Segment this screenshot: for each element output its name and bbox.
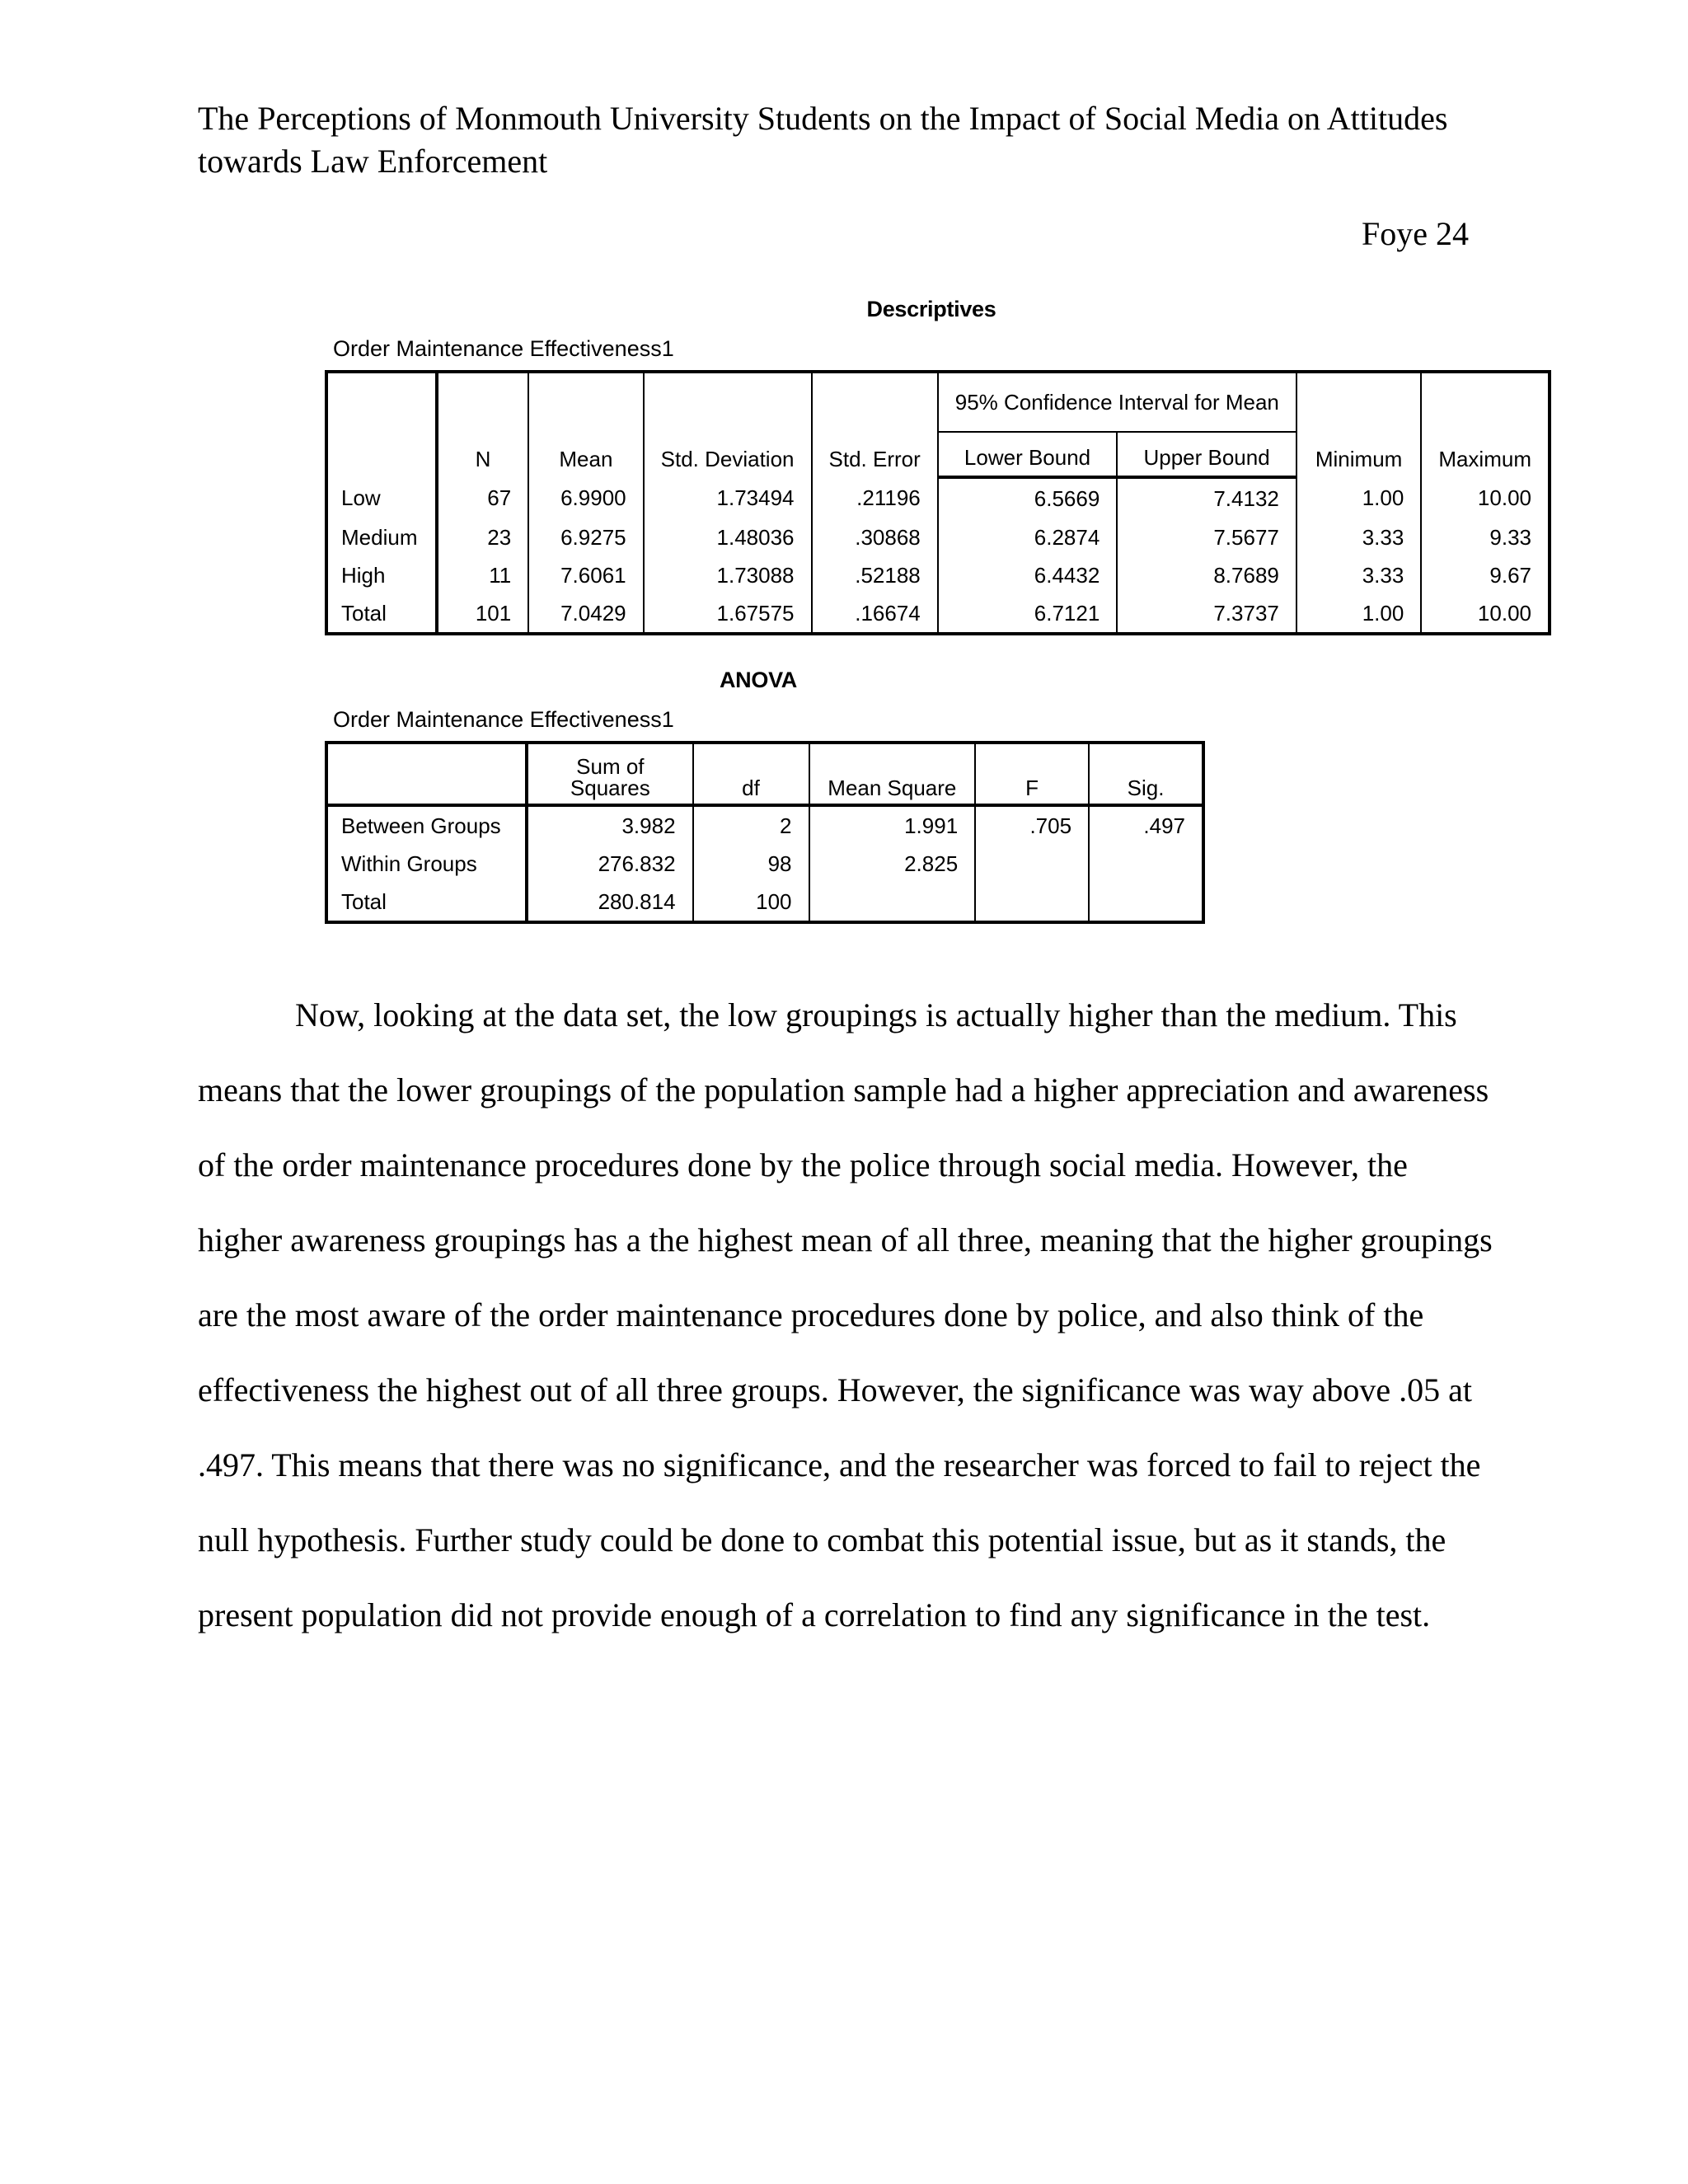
cell-upper-bound: 7.5677 [1117,518,1296,556]
anova-variable-label: Order Maintenance Effectiveness1 [333,707,674,732]
cell-std-deviation: 1.67575 [644,594,812,634]
cell-sig [1089,883,1203,922]
cell-mean: 7.0429 [528,594,643,634]
col-header-confidence-interval: 95% Confidence Interval for Mean [938,372,1296,432]
table-row [326,883,1203,922]
col-header-upper-bound: Upper Bound [1117,432,1296,477]
cell-minimum: 3.33 [1296,518,1421,556]
table-row [326,518,1550,556]
row-label: Between Groups [326,805,527,845]
row-label: Medium [326,518,437,556]
cell-upper-bound: 7.4132 [1117,477,1296,518]
descriptives-variable-label: Order Maintenance Effectiveness1 [333,336,674,361]
col-header-mean-square: Mean Square [809,743,976,805]
cell-lower-bound: 6.7121 [938,594,1118,634]
descriptives-header-row-1 [326,372,1550,432]
anova-title: ANOVA [719,668,797,692]
col-header-minimum: Minimum [1296,372,1421,477]
running-head-title: The Perceptions of Monmouth University Students on the Impact of Social Media on Attitudes towards Law Enforcement [198,100,1448,180]
cell-n: 11 [437,556,528,594]
table-row [326,805,1203,845]
cell-f: .705 [975,805,1089,845]
cell-maximum: 9.67 [1421,556,1550,594]
descriptives-title: Descriptives [866,297,996,321]
cell-f [975,883,1089,922]
cell-sum-of-squares: 3.982 [527,805,692,845]
row-label: High [326,556,437,594]
row-label: Total [326,883,527,922]
cell-mean-square: 2.825 [809,845,976,883]
anova-table [325,741,1205,924]
row-label: Low [326,477,437,518]
anova-header-row [326,743,1203,805]
cell-sig: .497 [1089,805,1203,845]
cell-df: 100 [693,883,809,922]
table-row [326,556,1550,594]
cell-lower-bound: 6.2874 [938,518,1118,556]
header-empty-cell [326,743,527,805]
col-header-maximum: Maximum [1421,372,1550,477]
header-empty-cell [326,372,437,477]
cell-f [975,845,1089,883]
col-header-sum-of-squares: Sum of Squares [527,743,692,805]
col-header-n: N [437,372,528,477]
cell-mean: 7.6061 [528,556,643,594]
col-header-df: df [693,743,809,805]
col-header-mean: Mean [528,372,643,477]
cell-sum-of-squares: 276.832 [527,845,692,883]
cell-mean: 6.9900 [528,477,643,518]
cell-std-deviation: 1.73494 [644,477,812,518]
table-row [326,594,1550,634]
cell-df: 98 [693,845,809,883]
row-label: Total [326,594,437,634]
cell-n: 23 [437,518,528,556]
col-header-lower-bound: Lower Bound [938,432,1118,477]
cell-upper-bound: 8.7689 [1117,556,1296,594]
cell-sig [1089,845,1203,883]
descriptives-table [325,370,1551,635]
cell-n: 67 [437,477,528,518]
cell-maximum: 9.33 [1421,518,1550,556]
cell-std-deviation: 1.48036 [644,518,812,556]
cell-mean-square [809,883,976,922]
cell-upper-bound: 7.3737 [1117,594,1296,634]
cell-std-error: .30868 [812,518,938,556]
col-header-f: F [975,743,1089,805]
cell-maximum: 10.00 [1421,594,1550,634]
col-header-std-deviation: Std. Deviation [644,372,812,477]
cell-std-error: .16674 [812,594,938,634]
cell-df: 2 [693,805,809,845]
cell-sum-of-squares: 280.814 [527,883,692,922]
table-row [326,845,1203,883]
cell-maximum: 10.00 [1421,477,1550,518]
cell-minimum: 3.33 [1296,556,1421,594]
cell-minimum: 1.00 [1296,477,1421,518]
cell-lower-bound: 6.5669 [938,477,1118,518]
cell-n: 101 [437,594,528,634]
cell-std-deviation: 1.73088 [644,556,812,594]
cell-minimum: 1.00 [1296,594,1421,634]
col-header-std-error: Std. Error [812,372,938,477]
cell-std-error: .21196 [812,477,938,518]
table-row [326,477,1550,518]
body-paragraph-text: Now, looking at the data set, the low groupings is actually higher than the medium. This means that the lower groupings of the population sample had a higher appreciation and awareness of the order maintenance procedures done by the police through social media. However, the higher awareness groupings has a the highest mean of all three, meaning that the higher groupings are the most aware of the order maintenance procedures done by police, and also think of the effectiveness the highest out of all three groups. However, the significance was way above .05 at .497. This means that there was no significance, and the researcher was forced to fail to reject the null hypothesis. Further study could be done to combat this potential issue, but as it stands, the present population did not provide enough of a correlation to find any significance in the test. [198,996,1493,1633]
cell-std-error: .52188 [812,556,938,594]
cell-lower-bound: 6.4432 [938,556,1118,594]
cell-mean: 6.9275 [528,518,643,556]
cell-mean-square: 1.991 [809,805,976,845]
body-paragraph [198,977,1500,1652]
page-number: Foye 24 [1362,215,1469,252]
row-label: Within Groups [326,845,527,883]
col-header-sig: Sig. [1089,743,1203,805]
